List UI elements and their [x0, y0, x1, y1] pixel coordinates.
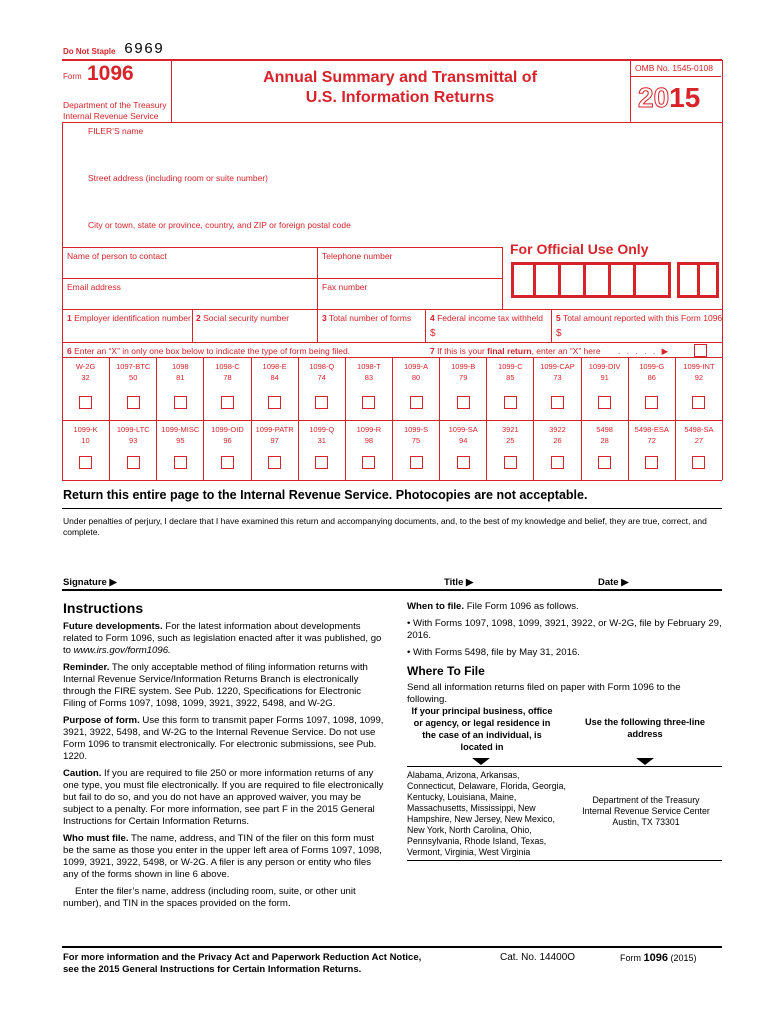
form-type-code: 93: [129, 436, 138, 445]
when-bullet-1: • With Forms 1097, 1098, 1099, 3921, 3922, or W-2G, file by February 29, 2016.: [407, 618, 722, 641]
form-type-label: [204, 361, 250, 383]
where-text: Send all information returns filed on paper with Form 1096 to the following.: [407, 682, 681, 705]
title-line-1: Annual Summary and Transmittal of: [263, 69, 537, 86]
form-type-checkbox[interactable]: [362, 396, 375, 409]
year-bold: 15: [669, 82, 701, 113]
signature-field[interactable]: [125, 574, 435, 588]
footer-form-word: Form: [620, 953, 641, 963]
form-type-checkbox[interactable]: [315, 396, 328, 409]
filer-name-label: FILER’S name: [88, 126, 144, 136]
line7-label: 7 If this is your final return, enter an “X” here: [430, 346, 601, 356]
date-label: Date ▶: [598, 577, 629, 588]
form-type-cell: [345, 358, 392, 420]
form-type-code: 50: [129, 373, 138, 382]
form-type-label: [62, 424, 109, 446]
form-type-name: 1099-CAP: [540, 362, 575, 371]
form-type-checkbox[interactable]: [457, 396, 470, 409]
form-type-checkbox[interactable]: [174, 396, 187, 409]
form-type-cell: [251, 421, 298, 480]
title-field[interactable]: [476, 574, 591, 588]
form-type-cell: [533, 421, 580, 480]
form-type-checkbox[interactable]: [504, 456, 517, 469]
footer-form-year: (2015): [670, 953, 697, 963]
street-field[interactable]: [88, 185, 498, 215]
box2-field[interactable]: [196, 325, 311, 340]
form-type-checkbox[interactable]: [410, 396, 423, 409]
form-type-label: [487, 361, 533, 383]
arrow-down-icon: [636, 758, 654, 765]
form-type-checkbox[interactable]: [692, 396, 705, 409]
form-type-name: 5498-SA: [684, 425, 714, 434]
form-type-code: 72: [647, 436, 656, 445]
form-type-label: [204, 424, 250, 446]
form-type-code: 75: [411, 436, 421, 445]
form-type-label: [299, 424, 345, 446]
form-type-code: 96: [223, 436, 232, 445]
form-type-label: [534, 361, 580, 383]
city-label: City or town, state or province, country, and ZIP or foreign postal code: [88, 220, 351, 230]
form-type-cell: [533, 358, 580, 420]
fax-label: Fax number: [322, 282, 368, 292]
irs-address: Department of the Treasury Internal Revenue Service Center Austin, TX 73301: [582, 795, 710, 827]
line6-label: 6 Enter an “X” in only one box below to indicate the type of form being filed.: [67, 346, 351, 356]
line7-dots: . . . . . ▶: [618, 346, 671, 356]
form-type-code: 95: [176, 436, 185, 445]
form-type-code: 79: [459, 373, 468, 382]
box4-field[interactable]: [440, 325, 545, 340]
email-label: Email address: [67, 282, 121, 292]
footer-form-id: [620, 952, 697, 964]
form-type-name: 1099-MISC: [161, 425, 200, 434]
form-type-label: [252, 361, 298, 383]
form-type-label: [487, 424, 533, 446]
form-type-code: 80: [411, 373, 421, 382]
form-type-cell: [203, 358, 250, 420]
form-type-code: 92: [694, 373, 704, 382]
form-type-checkbox[interactable]: [551, 456, 564, 469]
filer-name-field[interactable]: [88, 138, 498, 168]
when-to-file: When to file. File Form 1096 as follows.: [407, 601, 579, 612]
form-type-name: 1097-BTC: [116, 362, 151, 371]
form-type-label: [582, 424, 628, 446]
title-line-2: U.S. Information Returns: [305, 89, 495, 106]
future-developments: Future developments. For the latest information about developments related to Form 1096, such as legislation enacted after it was published, go to www.irs.gov/form1096.: [63, 621, 382, 656]
form-type-label: [676, 361, 722, 383]
box5-field[interactable]: [566, 325, 716, 340]
when-bullet-2: • With Forms 5498, file by May 31, 2016.: [407, 647, 580, 658]
catalog-number: Cat. No. 14400O: [500, 952, 576, 963]
form-type-code: 27: [694, 436, 704, 445]
irs: Internal Revenue Service: [63, 111, 159, 121]
form-type-checkbox[interactable]: [221, 456, 234, 469]
form-type-code: 86: [647, 373, 656, 382]
form-type-checkbox[interactable]: [598, 396, 611, 409]
form-type-label: [252, 424, 298, 446]
box1-label: 1 Employer identification number: [67, 313, 191, 323]
form-type-name: 1098-C: [215, 362, 240, 371]
department: Department of the Treasury: [63, 100, 167, 110]
department-label: [63, 100, 166, 122]
box4-label: 4 Federal income tax withheld: [430, 313, 543, 323]
form-type-checkbox[interactable]: [410, 456, 423, 469]
column-1-heading: If your principal business, office or agency, or legal residence in the case of an individual, is located in: [411, 706, 553, 752]
form-type-label: [534, 424, 580, 446]
form-type-checkbox[interactable]: [551, 396, 564, 409]
form-type-label: [629, 424, 675, 446]
form-type-name: 1098-E: [262, 362, 287, 371]
form-type-code: 26: [553, 436, 562, 445]
reminder: Reminder. The only acceptable method of filing information returns with Internal Revenue Service/Information Returns Branch is electronically through the FIRE system. See Pub. 1220, Specifications for Electronic Filing of Forms 1097, 1098, 1099, 3921, 3922, 5498, and W-2G.: [63, 662, 368, 709]
form-type-row-2: [62, 421, 722, 480]
form-type-code: 78: [223, 373, 232, 382]
form-type-name: 1099-LTC: [116, 425, 150, 434]
form-type-code: 98: [364, 436, 374, 445]
form-type-code: 83: [364, 373, 374, 382]
form-type-checkbox[interactable]: [645, 396, 658, 409]
form-type-checkbox[interactable]: [457, 456, 470, 469]
form-type-cell: [203, 421, 250, 480]
form-type-label: [676, 424, 722, 446]
signature-label: Signature ▶: [63, 577, 117, 588]
form-type-label: [629, 361, 675, 383]
form-type-cell: [62, 358, 109, 420]
form-type-name: 1099-B: [451, 362, 476, 371]
form-type-checkbox[interactable]: [127, 456, 140, 469]
instructions-left-column: [63, 621, 385, 915]
year-outline: 20: [638, 82, 670, 113]
form-type-name: 1099-OID: [211, 425, 244, 434]
form-type-name: 1099-SA: [448, 425, 478, 434]
form-type-checkbox[interactable]: [174, 456, 187, 469]
form-type-label: [393, 424, 439, 446]
form-type-label: [110, 361, 156, 383]
form-type-checkbox[interactable]: [645, 456, 658, 469]
tax-year: [638, 83, 700, 113]
form-type-checkbox[interactable]: [79, 456, 92, 469]
form-type-label: [346, 424, 392, 446]
form-type-name: 1098-T: [357, 362, 381, 371]
form-type-name: 1099-Q: [309, 425, 335, 434]
form-type-code: 81: [176, 373, 185, 382]
form-type-cell: [298, 358, 345, 420]
box3-label: 3 Total number of forms: [322, 313, 412, 323]
form-type-checkbox[interactable]: [315, 456, 328, 469]
form-type-cell: [486, 358, 533, 420]
form-type-label: [582, 361, 628, 383]
form-type-cell: [439, 421, 486, 480]
final-return-checkbox[interactable]: [694, 344, 707, 357]
form-type-name: 1098-Q: [309, 362, 335, 371]
form-type-cell: [392, 421, 439, 480]
form-type-label: [62, 361, 109, 383]
form-type-cell: [156, 421, 203, 480]
form-type-cell: [345, 421, 392, 480]
title-label: Title ▶: [444, 577, 474, 588]
box2-label: 2 Social security number: [196, 313, 290, 323]
column-2-heading: Use the following three-line address: [585, 717, 705, 739]
form-title: [175, 68, 625, 108]
box5-dollar: $: [556, 328, 562, 339]
where-to-file-heading: Where To File: [407, 664, 485, 678]
street-label: Street address (including room or suite number): [88, 173, 268, 183]
form-type-cell: [298, 421, 345, 480]
arrow-down-icon: [472, 758, 490, 765]
privacy-notice: [63, 952, 421, 976]
form-type-code: 74: [317, 373, 326, 382]
form-type-code: 85: [506, 373, 515, 382]
form-word: Form: [63, 72, 82, 81]
form-type-label: [157, 424, 203, 446]
form-type-checkbox[interactable]: [127, 396, 140, 409]
form-type-cell: [581, 421, 628, 480]
form-type-cell: [156, 358, 203, 420]
form-type-name: 1099-G: [639, 362, 665, 371]
form-type-name: 1099-A: [403, 362, 429, 371]
form-type-row-1: [62, 358, 722, 420]
form-type-cell: [439, 358, 486, 420]
form-type-name: 5498-ESA: [634, 425, 669, 434]
form-number: 1096: [87, 62, 134, 85]
form-type-name: 1099-PATR: [255, 425, 294, 434]
form-type-name: 1099-K: [73, 425, 98, 434]
form-type-checkbox[interactable]: [692, 456, 705, 469]
privacy-line-1: For more information and the Privacy Act and Paperwork Reduction Act Notice,: [63, 952, 422, 963]
form-type-checkbox[interactable]: [598, 456, 611, 469]
form-type-name: 3922: [549, 425, 566, 434]
form-type-code: 28: [600, 436, 609, 445]
form-type-cell: [581, 358, 628, 420]
form-type-cell: [486, 421, 533, 480]
enter-filer-info: Enter the filer’s name, address (including room, suite, or other unit number), and TIN in the spaces provided on the form.: [63, 886, 356, 909]
form-type-code: 10: [81, 436, 90, 445]
form-type-code: 32: [81, 373, 90, 382]
instructions-right-column: [407, 601, 723, 711]
form-type-checkbox[interactable]: [268, 396, 281, 409]
form-type-name: 5498: [596, 425, 613, 434]
perjury-statement: Under penalties of perjury, I declare that I have examined this return and accompanying documents, and, to the best of my knowledge and belief, they are true, correct, and complete.: [63, 516, 707, 537]
form-type-name: 1099-R: [356, 425, 382, 434]
form-type-code: 25: [506, 436, 515, 445]
privacy-line-2: see the 2015 General Instructions for Certain Information Returns.: [63, 964, 362, 975]
date-field[interactable]: [632, 574, 720, 588]
form-type-checkbox[interactable]: [362, 456, 375, 469]
form-type-checkbox[interactable]: [504, 396, 517, 409]
form-type-label: [346, 361, 392, 383]
form-type-name: 3921: [502, 425, 519, 434]
form-type-code: 31: [317, 436, 326, 445]
form-type-checkbox[interactable]: [221, 396, 234, 409]
form-type-cell: [675, 358, 722, 420]
form-type-code: 94: [459, 436, 468, 445]
who-must-file: Who must file. The name, address, and TIN of the filer on this form must be the same as those you enter in the upper left area of Forms 1097, 1098, 1099, 3921, 3922, 5498, or W-2G. A filer is any person or entity who files any of the forms shown in line 6 above.: [63, 833, 382, 880]
box1-field[interactable]: [67, 325, 187, 340]
form-type-code: 97: [270, 436, 279, 445]
form-type-code: 91: [600, 373, 609, 382]
handwritten-code: 6969: [124, 41, 165, 58]
form-type-name: 1099-C: [498, 362, 523, 371]
do-not-staple: Do Not Staple: [63, 47, 116, 56]
instructions-heading: Instructions: [63, 600, 144, 616]
box4-dollar: $: [430, 328, 436, 339]
form-type-cell: [628, 421, 675, 480]
form-type-name: 1099-DIV: [588, 362, 621, 371]
purpose-of-form: Purpose of form. Use this form to transmit paper Forms 1097, 1098, 1099, 3921, 3922, 5498, and W-2G to the Internal Revenue Service. Do not use Form 1096 to transmit electronically. For electronic submissions, see Pub. 1220.: [63, 715, 384, 762]
form-type-checkbox[interactable]: [268, 456, 281, 469]
form-type-cell: [62, 421, 109, 480]
form-type-cell: [251, 358, 298, 420]
box5-label: 5 Total amount reported with this Form 1096: [556, 313, 723, 323]
return-notice: Return this entire page to the Internal Revenue Service. Photocopies are not acceptable.: [63, 488, 588, 502]
form-type-checkbox[interactable]: [79, 396, 92, 409]
telephone-label: Telephone number: [322, 251, 393, 261]
form-type-label: [393, 361, 439, 383]
form-type-cell: [628, 358, 675, 420]
city-field[interactable]: [88, 232, 498, 246]
contact-person-label: Name of person to contact: [67, 251, 167, 261]
form-type-cell: [109, 358, 156, 420]
omb-number: OMB No. 1545-0108: [635, 63, 713, 73]
form-type-name: 1099-INT: [683, 362, 715, 371]
form-type-label: [299, 361, 345, 383]
official-use-label: For Official Use Only: [510, 241, 649, 257]
form-type-name: 1099-S: [403, 425, 429, 434]
form-type-label: [440, 424, 486, 446]
form-type-name: W-2G: [75, 362, 96, 371]
form-type-cell: [109, 421, 156, 480]
form-type-label: [157, 361, 203, 383]
box3-field[interactable]: [322, 325, 422, 340]
form-type-code: 84: [270, 373, 279, 382]
form-type-code: 73: [553, 373, 562, 382]
caution: Caution. If you are required to file 250 or more information returns of any one type, you must file electronically. If you are required to file electronically but fail to do so, and you do not have an approved waiver, you may be subject to a penalty. For more information, see part F in the 2015 General Instructions for Certain Information Returns.: [63, 768, 384, 827]
form-type-cell: [675, 421, 722, 480]
footer-form-number: 1096: [643, 952, 668, 964]
states-list: Alabama, Arizona, Arkansas, Connecticut, Delaware, Florida, Georgia, Kentucky, Louisiana, Maine, Massachusetts, Mississippi, New Hampshire, New Jersey, New Mexico, New York, North Carolina, Ohio, Pennsylvania, Rhode Island, Texas, Vermont, Virginia, West Virginia: [407, 770, 566, 857]
form-type-label: [440, 361, 486, 383]
form-type-cell: [392, 358, 439, 420]
form-type-name: 1098: [172, 362, 189, 371]
form-type-label: [110, 424, 156, 446]
